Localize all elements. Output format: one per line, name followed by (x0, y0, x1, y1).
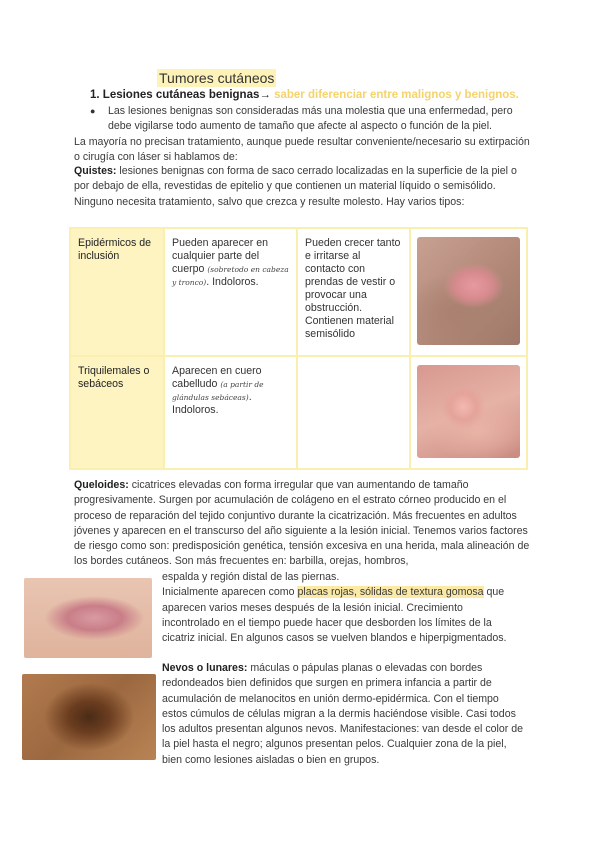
cyst-desc-cell (164, 356, 297, 469)
cyst-name: Epidérmicos de inclusión (78, 237, 152, 262)
table-row (70, 228, 527, 356)
arrow-icon: → (259, 89, 271, 101)
bullet-text: Las lesiones benignas son consideradas más una molestia que una enfermedad, pero debe vigilarse todo aumento de tamaño que afecte al aspecto o función de la piel. (108, 105, 513, 133)
table-row (70, 356, 527, 469)
queloides-ind-b: que aparecen varios meses después de la lesión inicial. Crecimiento incontrolado en el tiempo puede hacer que desborden los límites de la cicatriz inicial. En algunos casos se vuelven blandos e hiperpigmentados. (162, 586, 507, 645)
section-heading (90, 89, 519, 101)
cyst-extra: Pueden crecer tanto e irritarse al contacto con prendas de vestir o provocar una obstrucción. Contienen material semisólido (305, 237, 401, 340)
bullet-icon: ● (90, 106, 96, 116)
nevos-label: Nevos o lunares: (162, 662, 248, 674)
cyst-name: Triquilemales o sebáceos (78, 365, 150, 390)
cyst-image-cell (410, 356, 527, 469)
nevos-paragraph (162, 661, 524, 768)
section-number: 1. (90, 89, 100, 101)
quistes-label: Quistes: (74, 165, 117, 177)
cyst-image-cell (410, 228, 527, 356)
handwritten-note: (sobretodo en cabeza y tronco) (172, 265, 289, 287)
queloides-ind-a: Inicialmente aparecen como (162, 586, 298, 599)
queloides-text: cicatrices elevadas con forma irregular que van aumentando de tamaño progresivamente. Surgen por acumulación de colágeno en el estrato córneo producido en el proceso de reparación del tejido conjuntivo durante la cicatrización. Más frecuentes en adultos jóvenes y aparecen en el transcurso del año siguiente a la lesión inicial. Tenemos varios factores de riesgo como son: predisposición genética, tensión excesiva en una herida, mala alineación de los bordes cutáneos. Son más frecuentes en: barbilla, orejas, hombros, (74, 479, 530, 568)
cyst-extra-cell (297, 356, 410, 469)
intro-paragraph: La mayoría no precisan tratamiento, aunque puede resultar conveniente/necesario su extirpación o cirugía con láser si hablamos de: (74, 136, 530, 164)
heading-highlight: saber diferenciar entre malignos y benignos. (274, 89, 519, 101)
cyst-desc-end: . Indoloros. (172, 391, 252, 416)
cyst-desc: Pueden aparecer en cualquier parte del cuerpo (172, 237, 269, 275)
page-title: Tumores cutáneos (159, 70, 275, 86)
queloides-text-2: espalda y región distal de las piernas. (162, 571, 340, 583)
sebaceous-cyst-photo (417, 365, 520, 458)
queloides-continued (162, 570, 522, 646)
cyst-types-table (69, 227, 528, 470)
cyst-desc-end: . Indoloros. (206, 276, 259, 288)
handwritten-note: (a partir de glándulas sebáceas) (172, 380, 264, 402)
epidermal-cyst-photo (417, 237, 520, 345)
quistes-text: lesiones benignas con forma de saco cerrado localizadas en la superficie de la piel o por debajo de ella, revestidas de epitelio y que contienen un material líquido o semisólido. Ninguno necesita tratamiento, salvo que crezca y resulte molesto. Hay varios tipos: (74, 165, 517, 208)
nevos-text: máculas o pápulas planas o elevadas con bordes redondeados bien definidos que surgen en primera infancia a partir de acumulación de melanocitos en unión dermo-epidérmica. Con el tiempo estos cúmulos de células migran a la dermis haciéndose visible. Casi todos los adultos presentan algunos nevos. Manifestaciones: van desde el color de la piel hasta el negro; algunos presentan pelos. Cualquier zona de la piel, bien como lesiones aisladas o bien en grupos. (162, 662, 524, 766)
queloides-label: Queloides: (74, 479, 129, 491)
queloides-paragraph (74, 478, 534, 570)
cyst-desc: Aparecen en cuero cabelludo (172, 365, 262, 390)
queloides-highlight: placas rojas, sólidas de textura gomosa (297, 586, 484, 599)
section-heading-text: Lesiones cutáneas benignas (102, 89, 260, 101)
nevus-photo (22, 674, 156, 760)
cyst-name-cell (70, 228, 164, 356)
cyst-extra-cell (297, 228, 410, 356)
cyst-desc-cell (164, 228, 297, 356)
quistes-paragraph (74, 164, 534, 210)
keloid-photo (24, 578, 152, 658)
cyst-name-cell (70, 356, 164, 469)
